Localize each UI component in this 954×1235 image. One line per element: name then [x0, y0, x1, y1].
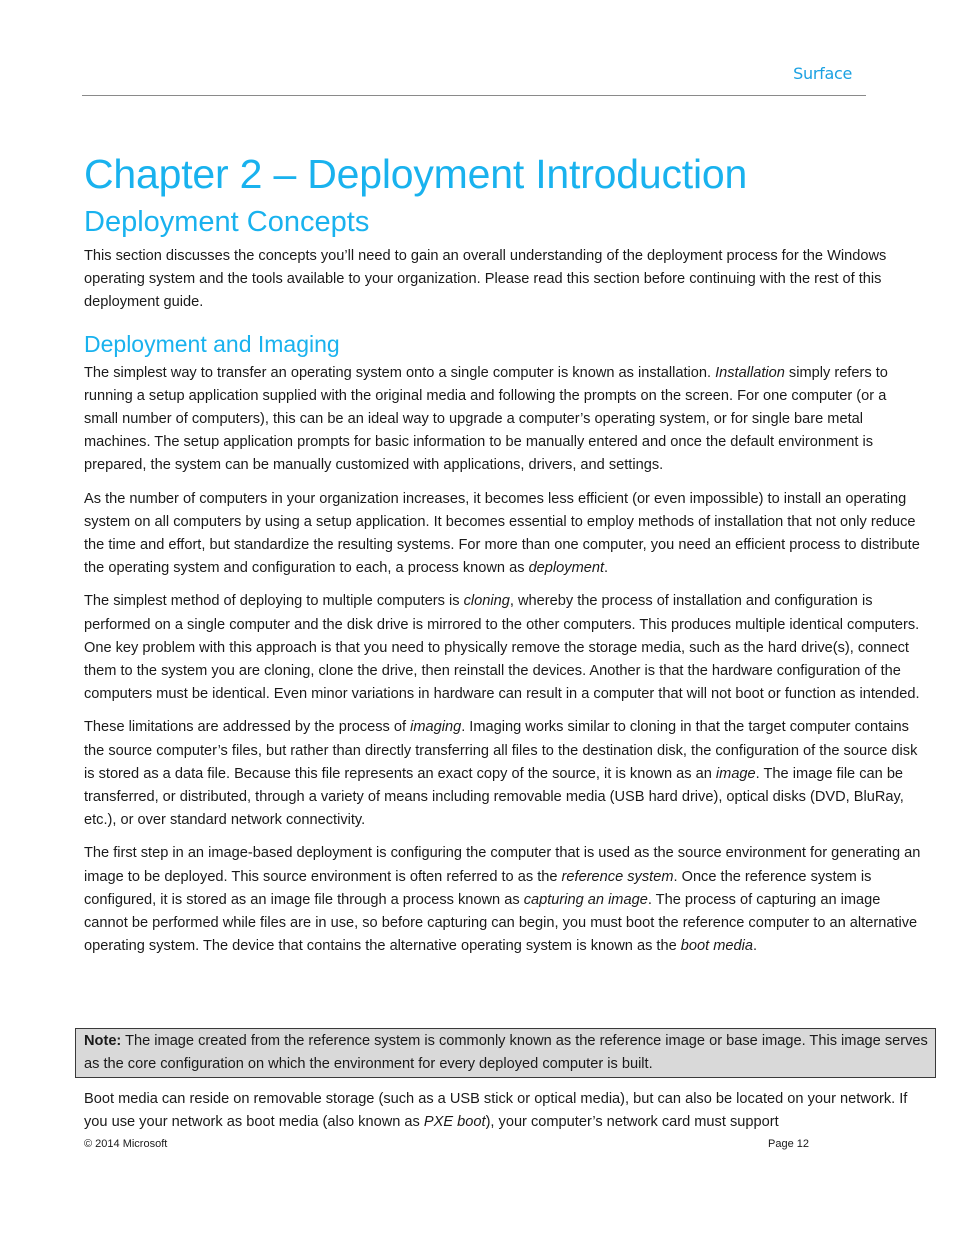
subsection-title: Deployment and Imaging	[84, 330, 340, 357]
paragraph-imaging	[84, 716, 924, 832]
paragraph-text: , whereby the process of installation and configuration is performed on a single computer and the disk drive is mirrored to the other computers. This produces multiple identical computers. One key problem with this approach is that you need to physically remove the storage media, such as the hard drive(s), connect them to the system you are cloning, clone the drive, then reinstall the devices. Another is that the hardware configuration of the computers must be identical. Even minor variations in hardware can result in a computer that will not boot or function as intended.	[84, 593, 920, 703]
emphasized-term: boot media	[680, 938, 753, 955]
section-title: Deployment Concepts	[84, 206, 370, 238]
paragraph-text: . Imaging works similar to cloning in that the target computer contains the source computer’s files, but rather than directly transferring all files to the destination disk, the configuration of the source disk is stored as a data file. Because this file represents an exact copy of the source, it is known as an	[84, 719, 918, 782]
emphasized-term: cloning	[463, 593, 510, 610]
emphasized-term: reference system	[561, 868, 674, 885]
note-box	[75, 1028, 936, 1078]
paragraph-text: The simplest way to transfer an operating system onto a single computer is known as installation.	[84, 364, 716, 381]
paragraph-deployment	[84, 488, 924, 581]
body-paragraphs	[84, 362, 924, 959]
paragraph-text: .	[604, 560, 609, 577]
page-body	[84, 146, 924, 968]
paragraph-installation	[84, 362, 924, 478]
paragraph-text: simply refers to running a setup application supplied with the original media and following the prompts on the screen. For one computer (or a small number of computers), this can be an ideal way to upgrade a computer’s operating system, or for single bare metal machines. The setup application prompts for basic information to be manually entered and once the default environment is prepared, the system can be manually customized with applications, drivers, and settings.	[84, 364, 888, 474]
paragraph-text: The first step in an image-based deployment is configuring the computer that is used as the source environment for generating an image to be deployed. This source environment is often referred to as the	[84, 845, 921, 885]
paragraph-cloning	[84, 590, 924, 706]
paragraph-text: ), your computer’s network card must support	[485, 1114, 779, 1131]
chapter-title: Chapter 2 – Deployment Introduction	[84, 151, 748, 197]
after-note-section	[84, 1088, 924, 1144]
paragraph-text: The simplest method of deploying to multiple computers is	[84, 593, 464, 610]
note-text: The image created from the reference system is commonly known as the reference image or base image. This image serves as the core configuration on which the environment for every deployed computer is built.	[84, 1033, 928, 1073]
brand-logo: Surface	[793, 64, 852, 83]
paragraph-text: These limitations are addressed by the process of	[84, 719, 411, 736]
paragraph-text: .	[753, 938, 758, 955]
paragraph-text: As the number of computers in your organization increases, it becomes less efficient (or even impossible) to install an operating system on all computers by using a setup application. It becomes essential to employ methods of installation that not only reduce the time and effort, but standardize the resulting systems. For more than one computer, you need an efficient process to distribute the operating system and configuration to each, a process known as	[84, 490, 920, 577]
footer-page-number: Page 12	[768, 1138, 809, 1150]
paragraph-text: Boot media can reside on removable storage (such as a USB stick or optical media), but can also be located on your network. If you use your network as boot media (also known as	[84, 1091, 908, 1131]
emphasized-term: Installation	[715, 364, 785, 381]
note-label: Note:	[84, 1033, 122, 1049]
emphasized-term: capturing an image	[523, 891, 648, 908]
emphasized-term: imaging	[410, 719, 462, 736]
paragraph-reference-system	[84, 842, 924, 958]
emphasized-term: PXE boot	[423, 1114, 486, 1131]
intro-paragraph: This section discusses the concepts you’ll need to gain an overall understanding of the deployment process for the Windows operating system and the tools available to your organization. Please read this section before continuing with the rest of this deployment guide.	[84, 248, 887, 311]
paragraph-text: . The image file can be transferred, or distributed, through a variety of means including removable media (USB hard drive), optical disks (DVD, BluRay, etc.), or over standard network connectivity.	[84, 765, 904, 829]
after-note-paragraph	[84, 1088, 924, 1134]
footer-copyright: © 2014 Microsoft	[84, 1138, 168, 1150]
emphasized-term: image	[715, 765, 756, 782]
header-rule	[82, 95, 866, 96]
paragraph-text: . Once the reference system is configured, it is stored as an image file through a process known as	[84, 868, 872, 908]
paragraph-text: . The process of capturing an image cannot be performed while files are in use, so before capturing can begin, you must boot the reference computer to an alternative operating system. The device that contains the alternative operating system is known as the	[84, 891, 918, 955]
emphasized-term: deployment	[528, 560, 605, 577]
